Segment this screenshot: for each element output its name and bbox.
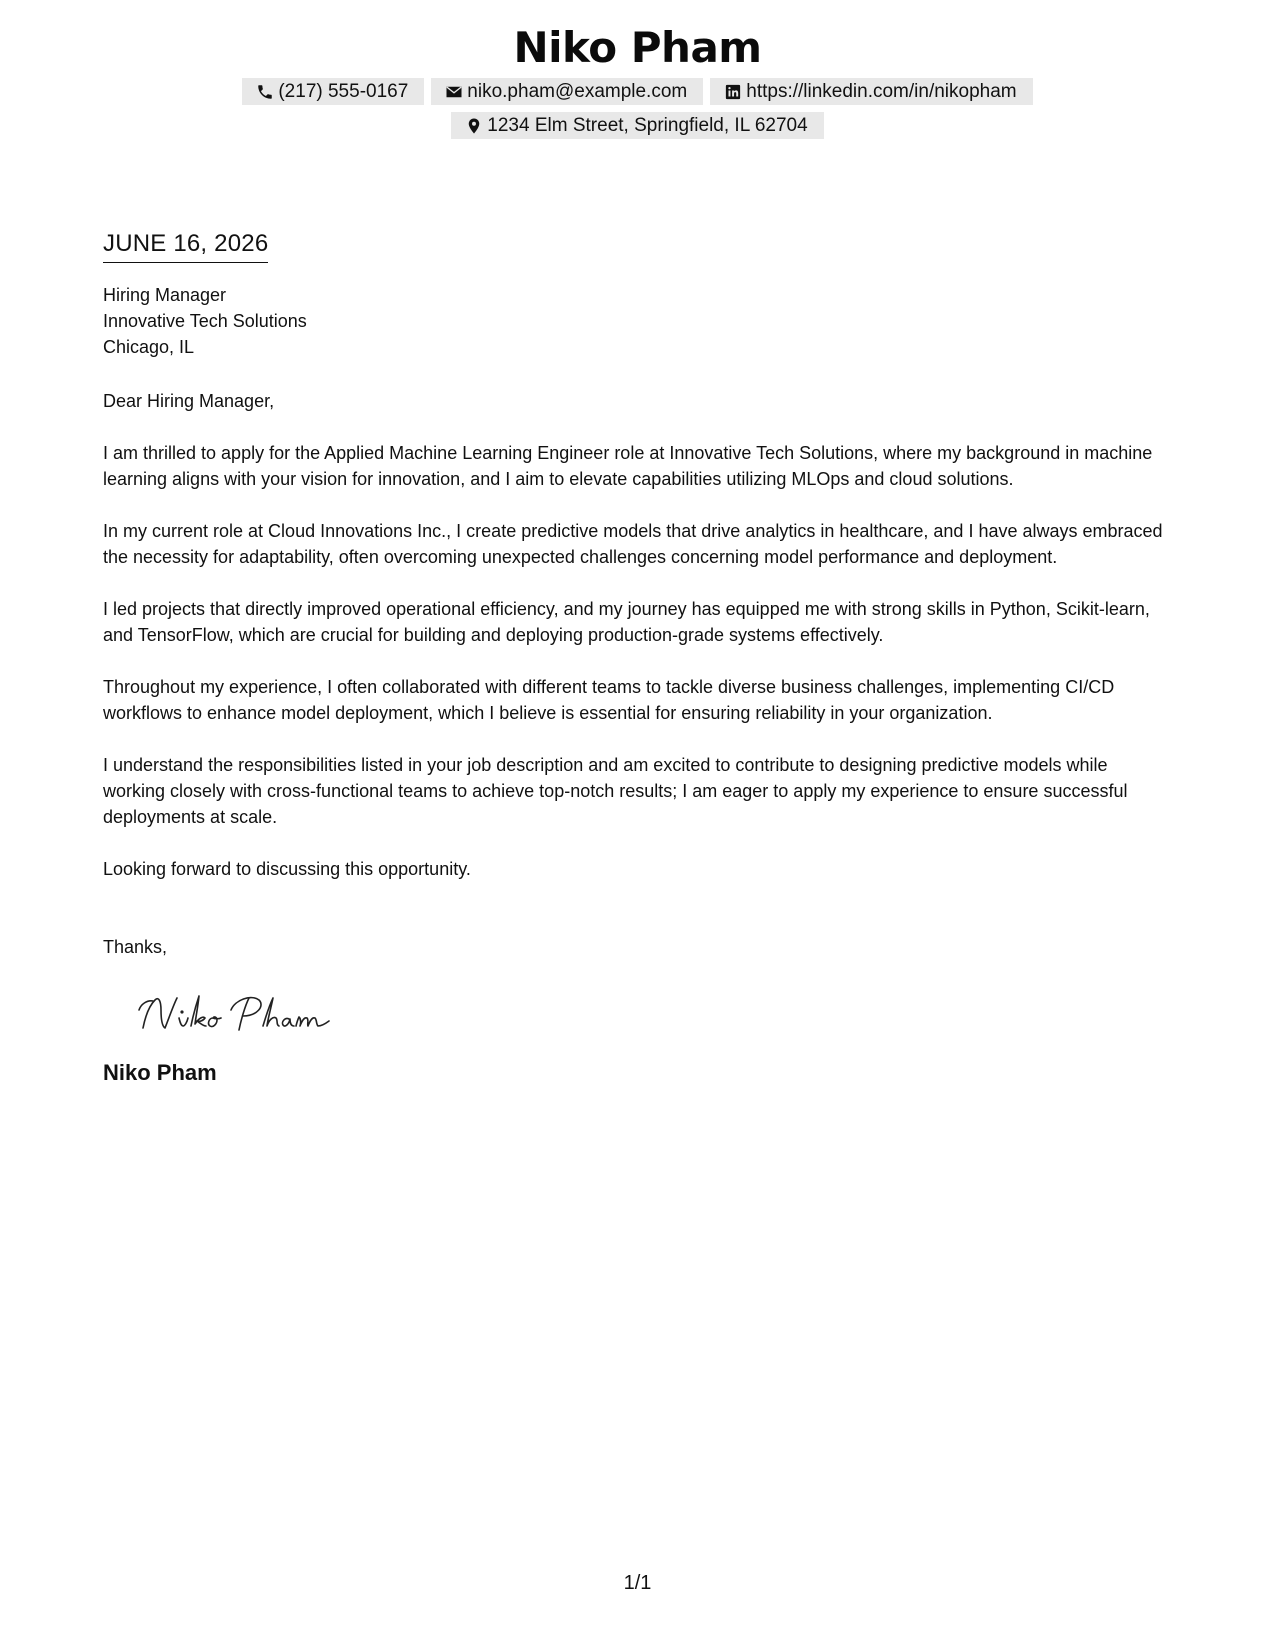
address-text: 1234 Elm Street, Springfield, IL 62704 xyxy=(487,114,808,136)
contact-row-secondary xyxy=(0,112,1275,139)
signed-name: Niko Pham xyxy=(103,1060,217,1085)
paragraph-6: Looking forward to discussing this opportunity. xyxy=(103,859,471,879)
phone-text: (217) 555-0167 xyxy=(278,80,409,102)
contact-row-primary xyxy=(0,78,1275,105)
linkedin-icon xyxy=(724,83,742,101)
linkedin-text[interactable]: https://linkedin.com/in/nikopham xyxy=(746,80,1017,102)
closing: Thanks, xyxy=(103,937,168,957)
handwritten-signature xyxy=(135,988,1173,1044)
letter-date: JUNE 16, 2026 xyxy=(103,228,268,263)
phone-chip xyxy=(242,78,424,105)
email-chip[interactable] xyxy=(431,78,703,105)
signature-drawing xyxy=(135,988,335,1044)
recipient-company: Innovative Tech Solutions xyxy=(103,311,307,331)
recipient-location: Chicago, IL xyxy=(103,337,195,357)
email-text[interactable]: niko.pham@example.com xyxy=(467,80,688,102)
map-pin-icon xyxy=(465,117,483,135)
paragraph-3: I led projects that directly improved operational efficiency, and my journey has equipped me with strong skills in Python, Scikit-learn, and TensorFlow, which are crucial for building and deploying production-grade systems effectively. xyxy=(103,599,1150,645)
address-chip xyxy=(451,112,823,139)
salutation: Dear Hiring Manager, xyxy=(103,391,275,411)
envelope-icon xyxy=(445,83,463,101)
recipient-title: Hiring Manager xyxy=(103,285,227,305)
applicant-name: Niko Pham xyxy=(513,23,762,72)
paragraph-1: I am thrilled to apply for the Applied Machine Learning Engineer role at Innovative Tech Solutions, where my background in machine learning aligns with your vision for innovation, and I aim to elevate capabilities utilizing MLOps and cloud solutions. xyxy=(103,443,1153,489)
recipient-block xyxy=(103,282,1173,360)
page-indicator: 1/1 xyxy=(623,1572,652,1594)
letter-body xyxy=(103,228,1173,1088)
paragraph-4: Throughout my experience, I often collaborated with different teams to tackle diverse business challenges, implementing CI/CD workflows to enhance model deployment, which I believe is essential for ensuring reliability in your organization. xyxy=(103,677,1115,723)
paragraph-5: I understand the responsibilities listed in your job description and am excited to contribute to designing predictive models while working closely with cross-functional teams to achieve top-notch results; I am eager to apply my experience to ensure successful deployments at scale. xyxy=(103,755,1128,827)
phone-icon xyxy=(256,83,274,101)
paragraph-2: In my current role at Cloud Innovations Inc., I create predictive models that drive analytics in healthcare, and I have always embraced the necessity for adaptability, often overcoming unexpected challenges concerning model performance and deployment. xyxy=(103,521,1163,567)
linkedin-chip[interactable] xyxy=(710,78,1032,105)
letter-header xyxy=(0,18,1275,139)
